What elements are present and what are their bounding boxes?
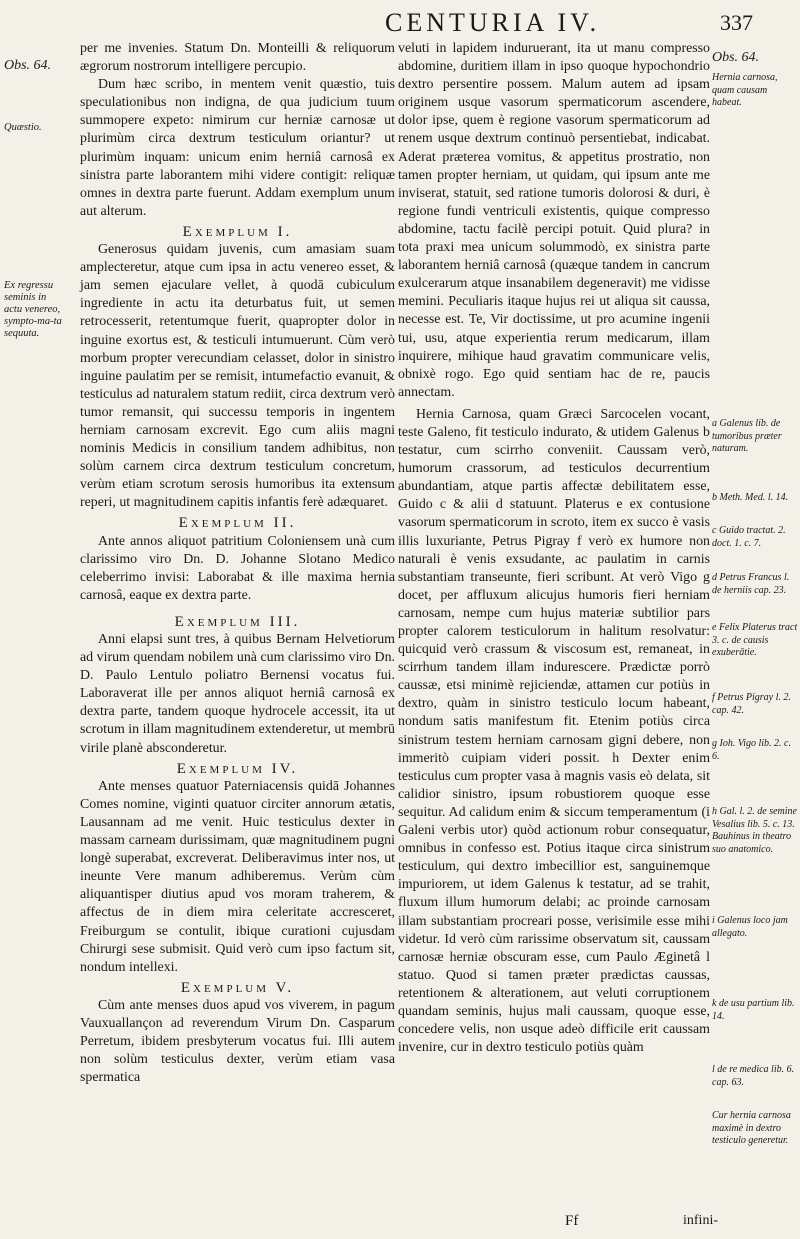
right-margin-obs: Obs. 64.	[712, 50, 760, 65]
margin-note: k de usu partium lib. 14.	[712, 998, 795, 1022]
margin-note: f Petrus Pigray l. 2. cap. 42.	[712, 692, 791, 716]
right-column	[398, 40, 710, 1057]
margin-note: Cur hernia carnosa maximè in dextro testiculo generetur.	[712, 1110, 791, 1146]
page-header	[0, 8, 800, 38]
paragraph: veluti in lapidem induruerant, ita ut manu compresso abdomine, duritiem illam in ipso quoque hypochondrio dextro persentire possem. Malum autem ad ipsam originem usque vasorum spermaticorum ascendere, dolor ipse, quem è regione vasorum spermaticorum ad renem usque dextrum continuò persentiebat, indicabat. Aderat præterea vomitus, & appetitus prostratio, non tamen propter herniam, ut quidam, qui ipsum ante me inviserat, statuit, sed ratione tumoris dolorosi & duri, è regione fundi ventriculi existentis, quique compresso abdomine, tactu facilè percipi potuit. Quid plura? in tota praxi mea unicum solummodò, ex sinistra parte laborantem herniâ carnosâ (quæque tandem in cancrum exulcerarum atque insanabilem degeneravit) me vidisse memini. Peculiaris itaque hujus rei ut aliqua sit caussa, necesse est. Te, Vir doctissime, ut pro acumine ingenii tui, usu, atque experientia rerum medicarum, illam inquirere, mihique haud gravatim communicare velis, obnixè rogo. Ego quid sentiam hac de re, paucis annectam.	[398, 41, 710, 400]
margin-note: i Galenus loco jam allegato.	[712, 915, 788, 939]
left-margin-quaestio: Quæstio.	[4, 122, 42, 133]
margin-note: a Galenus lib. de tumoribus præter naturam.	[712, 418, 782, 454]
paragraph: per me invenies. Statum Dn. Monteilli & reliquorum ægrorum nostrorum intelligere percupio.	[80, 41, 395, 75]
left-margin-note: Ex regressu seminis in actu venereo, sympto-ma-ta sequuta.	[4, 280, 62, 339]
paragraph: Ante annos aliquot patritium Coloniensem unà cum clarissimo viro Dn. D. Johanne Slotano Medico celeberrimo invisi: Laborabat & ille maxima hernia carnosâ, eaque ex dextra parte.	[80, 533, 395, 603]
margin-note: l de re medica lib. 6. cap. 63.	[712, 1064, 795, 1088]
running-title: CENTURIA IV.	[385, 8, 601, 37]
paragraph: Anni elapsi sunt tres, à quibus Bernam Helvetiorum ad virum quendam nobilem unà cum clarissimo viro Dn. D. Paulo Lentulo poliatro Bernensi vocatus fui. Laboraverat ille per annos aliquot herniâ carnosâ ex dextra parte, tandem quoque hydrocele accessit, ita ut scrotum in illam magnitudinem extenderetur, ut membrū virile planè absconderetur.	[80, 632, 395, 756]
paragraph: Cùm ante menses duos apud vos viverem, in pagum Vauxuallançon ad reverendum Virum Dn. Casparum Perretum, ibidem presbyterum vocatus fui. Illi autem non solùm testiculus dexter, verùm etiam vasa spermatica	[80, 997, 395, 1086]
margin-note: c Guido tractat. 2. doct. 1. c. 7.	[712, 525, 786, 549]
paragraph: Ante menses quatuor Paterniacensis quidā Johannes Comes nomine, viginti quatuor circiter annorum ætatis, Lausannam ad me venit. Huic testiculus dexter in massam carneam durissimam, quæ magnitudinem pugni longè superabat, excreverat. Deliberavimus inter nos, ut ineunte Vere manum adhiberemus. Verùm cùm aliquantisper diutius apud vos moram traherem, & affectus de in diem mira celeritate accresceret, Freiburgum se contulit, ibique curationi cujusdam Chirurgi sese submisit. Quid verò cum ipso factum sit, nondum intellexi.	[80, 778, 395, 975]
paragraph: Generosus quidam juvenis, cum amasiam suam amplecteretur, atque cum ipsa in actu venereo esset, & jam semen ejaculare vellet, à quodā cubiculum ingrediente in actu ita deturbatus fuit, ut semen retrocesserit, retentumque fuerit, quapropter dolor in inguine exortus est, & testiculi intumuerunt. Cùm verò morbum propter verecundiam celasset, dolor in sinistro inguine paulatim per se remisit, intumefactio evanuit, & testiculus ad naturalem statum rediit, circa dextrum verò tumor remansit, qui successu temporis in ingentem herniam carnosam excrevit. Ego cum aliis magni nominis Medicis in consilium tandem adhibitus, non solùm carnem circa dextrum testiculum concretum, verùm etiam scrotum serosis humoribus ita extensum reperi, ut magnitudinem capitis infantis ferè adæquaret.	[80, 242, 395, 511]
section-heading: Exemplum IV.	[176, 760, 299, 777]
paragraph: Dum hæc scribo, in mentem venit quæstio, tuis speculationibus non indigna, de qua judicium tuum summopere expeto: nimirum cur herniæ carnosæ ut plurimùm circa dextrum testiculum oriantur? ut plurimùm inquam: unicum enim herniâ carnosâ ex sinistra parte laborantem mihi videre contigit: reliquæ omnes in dextra parte fuerunt. Addam exemplum unum aut alterum.	[80, 77, 395, 219]
right-margin-hernia-note: Hernia carnosa, quam causam habeat.	[712, 72, 778, 108]
margin-note: d Petrus Francus l. de herniis cap. 23.	[712, 572, 790, 596]
section-heading: Exemplum I.	[182, 223, 293, 240]
section-heading: Exemplum III.	[174, 613, 301, 630]
section-heading: Exemplum V.	[180, 979, 295, 996]
section-heading: Exemplum II.	[178, 515, 297, 532]
signature-mark: Ff	[565, 1213, 579, 1229]
catchword: infini-	[683, 1213, 718, 1228]
paragraph: Hernia Carnosa, quam Græci Sarcocelen vocant, teste Galeno, fit testiculo indurato, & utidem Galenus b testatur, cum scirrho conveniit. Caussam verò, humorum crassorum, ad testiculos decurrentium abundantiam, atque partis affectæ debilitatem esse, Guido c & alii d statuunt. Platerus e ex contusione vasorum spermaticorum in scroto, item ex succo è vasis illis luxuriante, Petrus Pigray f verò ex humore non naturali è venis exsudante, ac paulatim in carnis substantiam transeunte, fieri scribunt. At verò Vigo g docet, per affluxum alicujus humoris fieri herniam carnosam, nempe cum hujus materiæ subtilior pars propter calorem testiculorum in halitum resolvatur: quicquid verò crassum & viscosum est, remaneat, in scirrhum tandem illam indurescere. Prædictæ porrò caussæ, etsi minimè rejiciendæ, attamen cur potiùs in dextro, quàm in sinistro testiculo locum habeant, nondum satis manifestum fit. Etenim potiùs circa sinistrum testem herniam carnosam gigni debere, non immeritò cuipiam videri possit. h Dexter enim testiculus cum propter vasa à magnis vasis eò delata, sit calidior sinistro, ipsum robustiorem quoque esse sequitur. Ad calidum enim & siccum temperamentum (i Galeni verbis utor) quòd actionum robur consequatur, omnibus in confesso est. Potius itaque circa sinistrum testiculum, qui dextro imbecillior est, sanguinemque impuriorem, ut idem Galenus k testatur, ad se trahit, fluxum illum humorum delabi; ac proinde carnosam illam substantiam procreari posse, verisimile esse mihi videtur. Id verò cùm rarissime observatum sit, caussam carnosæ herniæ obscuram esse, cum Paulo Æginetâ l statuo. Quod si tamen præter prædictas caussas, retentionem & alterationem, aut veluti corruptionem quandam seminis, hujus mali caussam, quoque esse, concedere velis, non usque adeò difficile erit caussam invenire, cur in dextro testiculo potiùs quàm	[398, 406, 710, 1056]
left-margin-obs: Obs. 64.	[4, 58, 52, 73]
margin-note: g Ioh. Vigo lib. 2. c. 6.	[712, 738, 791, 762]
margin-note: h Gal. l. 2. de semine Vesalius lib. 5. c. 13. Bauhinus in theatro suo anatomico.	[712, 806, 797, 855]
margin-note: e Felix Platerus tract 3. c. de causis exuberātie.	[712, 622, 798, 658]
page-footer	[0, 1213, 800, 1235]
page-number: 337	[720, 10, 753, 35]
margin-note: b Meth. Med. l. 14.	[712, 492, 789, 503]
left-column	[80, 40, 395, 1087]
